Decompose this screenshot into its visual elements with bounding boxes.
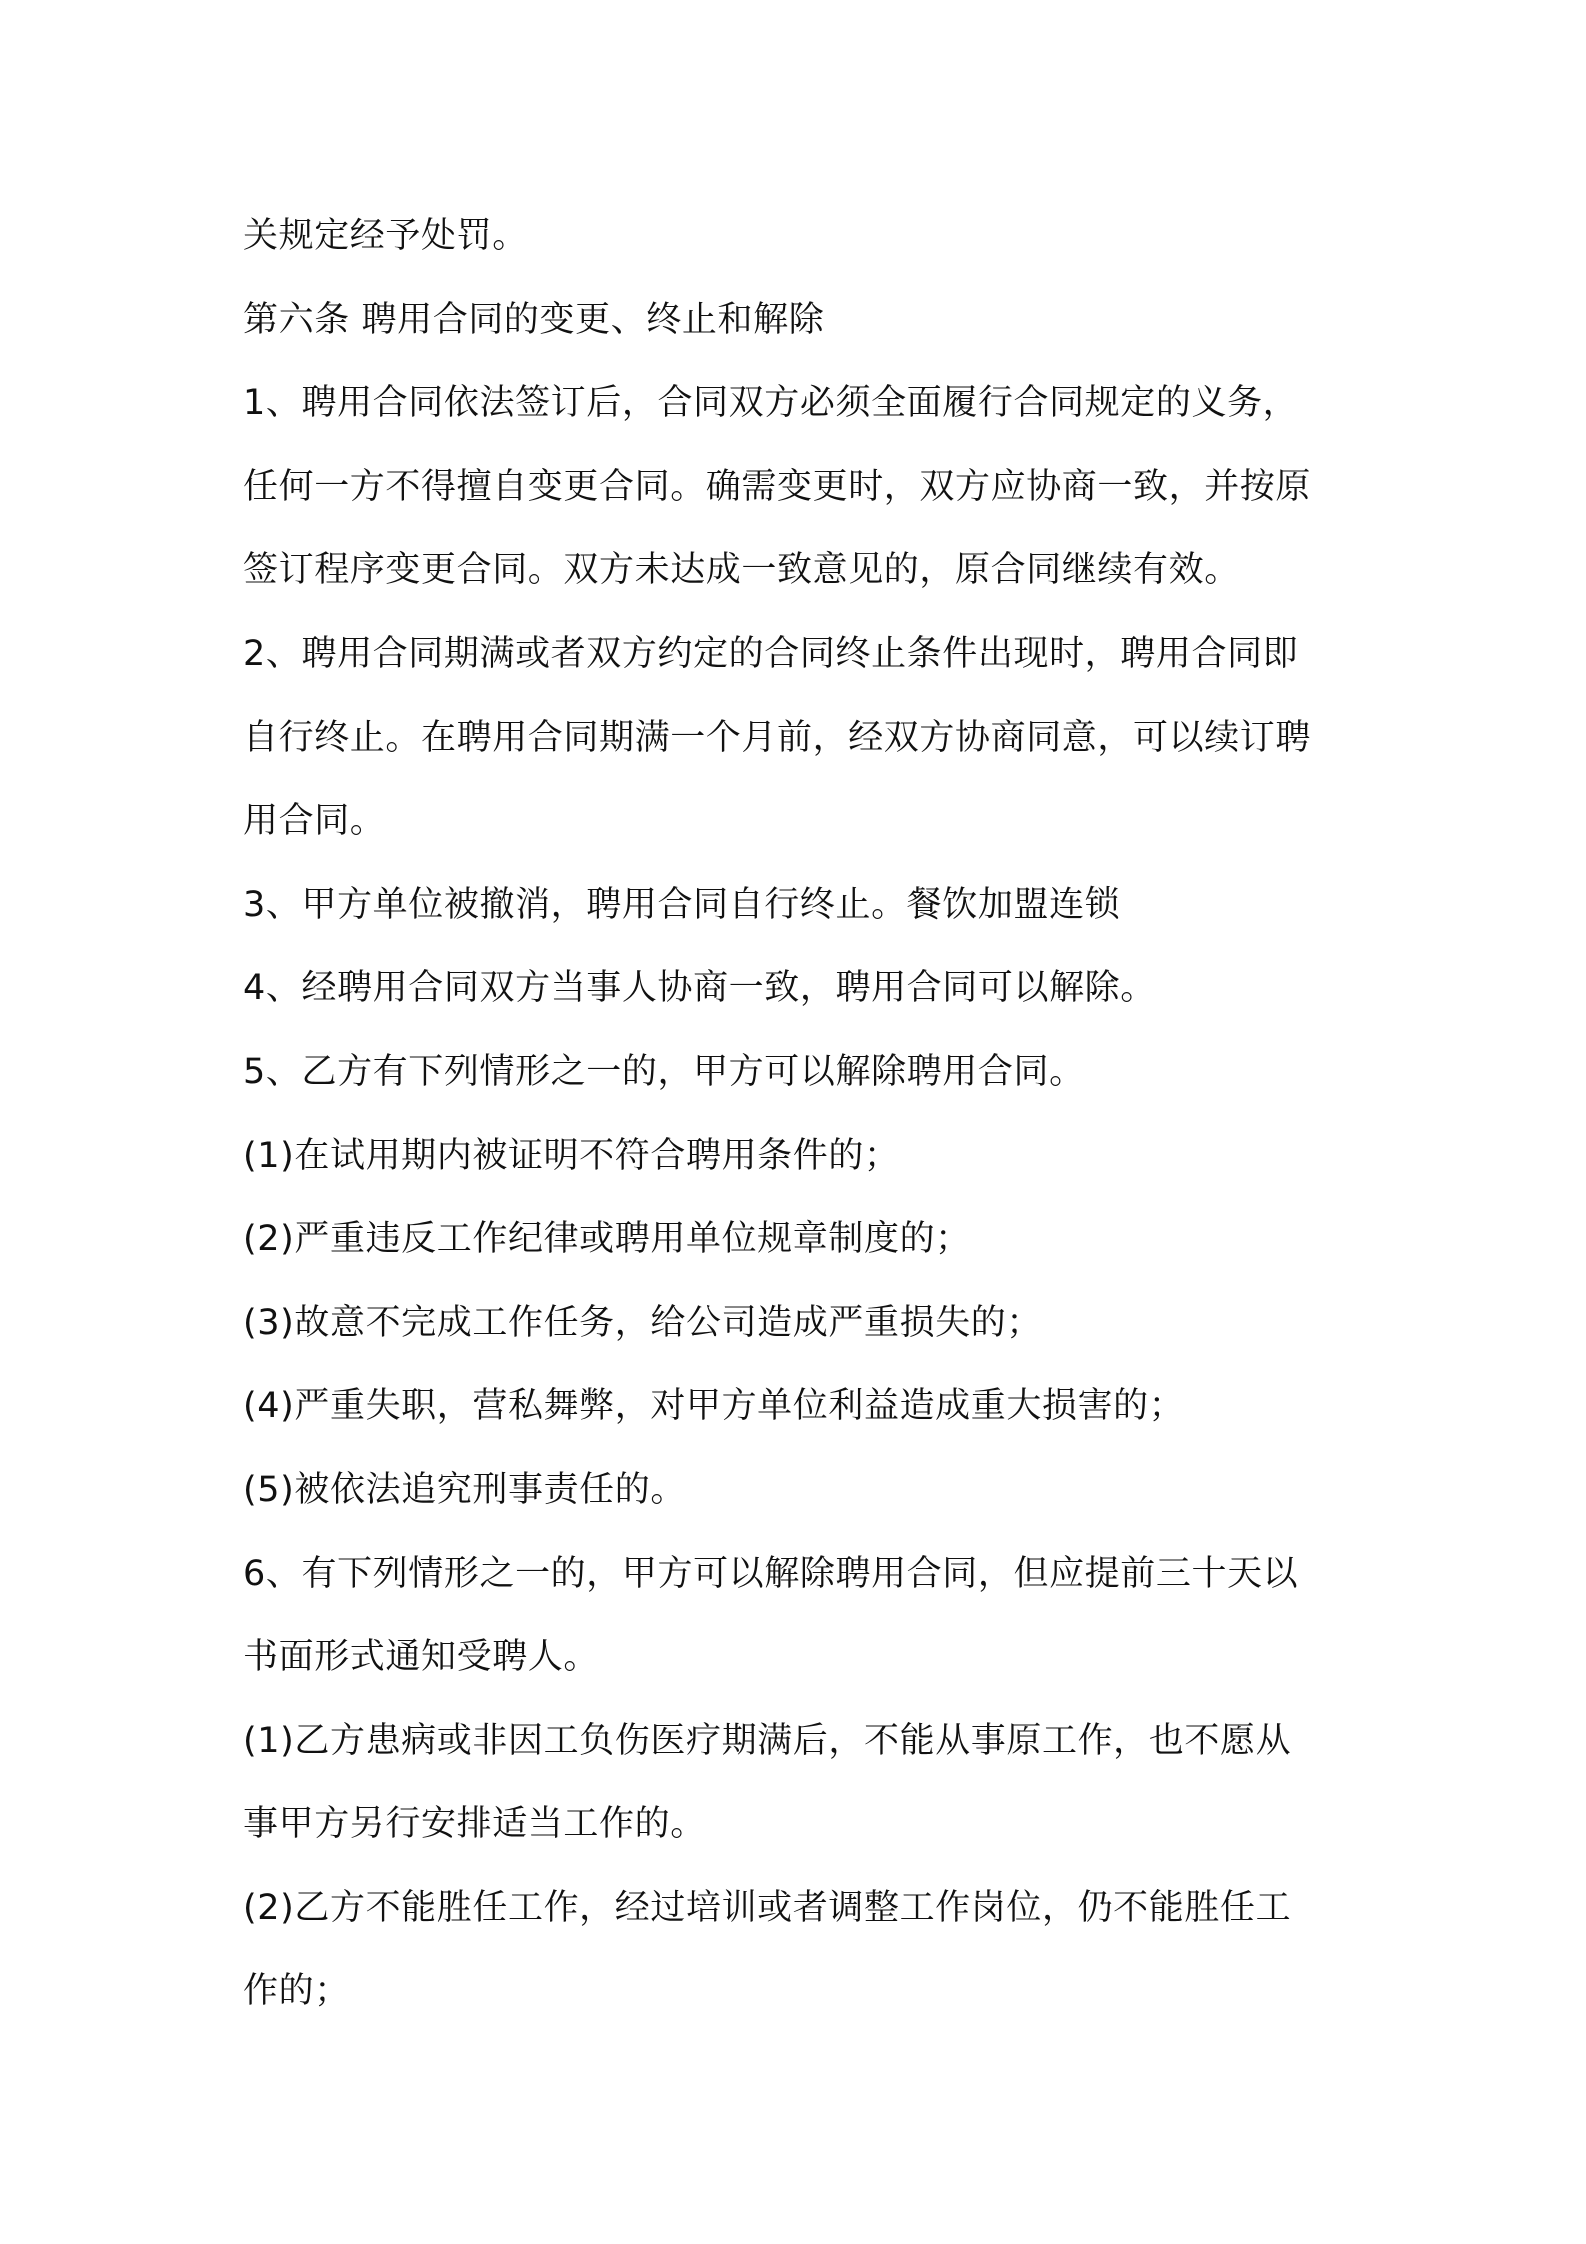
text-line: 5、乙方有下列情形之一的，甲方可以解除聘用合同。 [243, 1051, 1085, 1092]
text-line: 关规定经予处罚。 [243, 216, 528, 256]
text-line: (5)被依法追究刑事责任的。 [243, 1469, 686, 1510]
text-line: (4)严重失职，营私舞弊，对甲方单位利益造成重大损害的； [243, 1386, 1185, 1427]
text-line: 1、聘用合同依法签订后，合同双方必须全面履行合同规定的义务， [243, 383, 1299, 424]
text-line: (2)乙方不能胜任工作，经过培训或者调整工作岗位，仍不能胜任工 [243, 1887, 1292, 1928]
text-line: 作的； [243, 1971, 350, 2012]
text-line: 2、聘用合同期满或者双方约定的合同终止条件出现时，聘用合同即 [243, 633, 1299, 674]
text-line: 3、甲方单位被撤消，聘用合同自行终止。餐饮加盟连锁 [243, 884, 1121, 925]
document-body [243, 195, 1363, 2034]
text-line: 用合同。 [243, 801, 386, 842]
text-line: (1)乙方患病或非因工负伤医疗期满后，不能从事原工作，也不愿从 [243, 1720, 1292, 1761]
text-line: 签订程序变更合同。双方未达成一致意见的，原合同继续有效。 [243, 550, 1240, 591]
text-line: 事甲方另行安排适当工作的。 [243, 1804, 706, 1845]
text-line: 4、经聘用合同双方当事人协商一致，聘用合同可以解除。 [243, 968, 1156, 1009]
text-line: (2)严重违反工作纪律或聘用单位规章制度的； [243, 1219, 971, 1260]
text-line: (1)在试用期内被证明不符合聘用条件的； [243, 1135, 900, 1176]
text-line: 自行终止。在聘用合同期满一个月前，经双方协商同意，可以续订聘 [243, 717, 1312, 758]
text-line: (3)故意不完成工作任务，给公司造成严重损失的； [243, 1302, 1042, 1343]
text-line: 书面形式通知受聘人。 [243, 1637, 600, 1678]
article-heading: 第六条 聘用合同的变更、终止和解除 [243, 299, 825, 340]
text-line: 6、有下列情形之一的，甲方可以解除聘用合同，但应提前三十天以 [243, 1553, 1299, 1594]
text-line: 任何一方不得擅自变更合同。确需变更时，双方应协商一致，并按原 [243, 466, 1312, 507]
